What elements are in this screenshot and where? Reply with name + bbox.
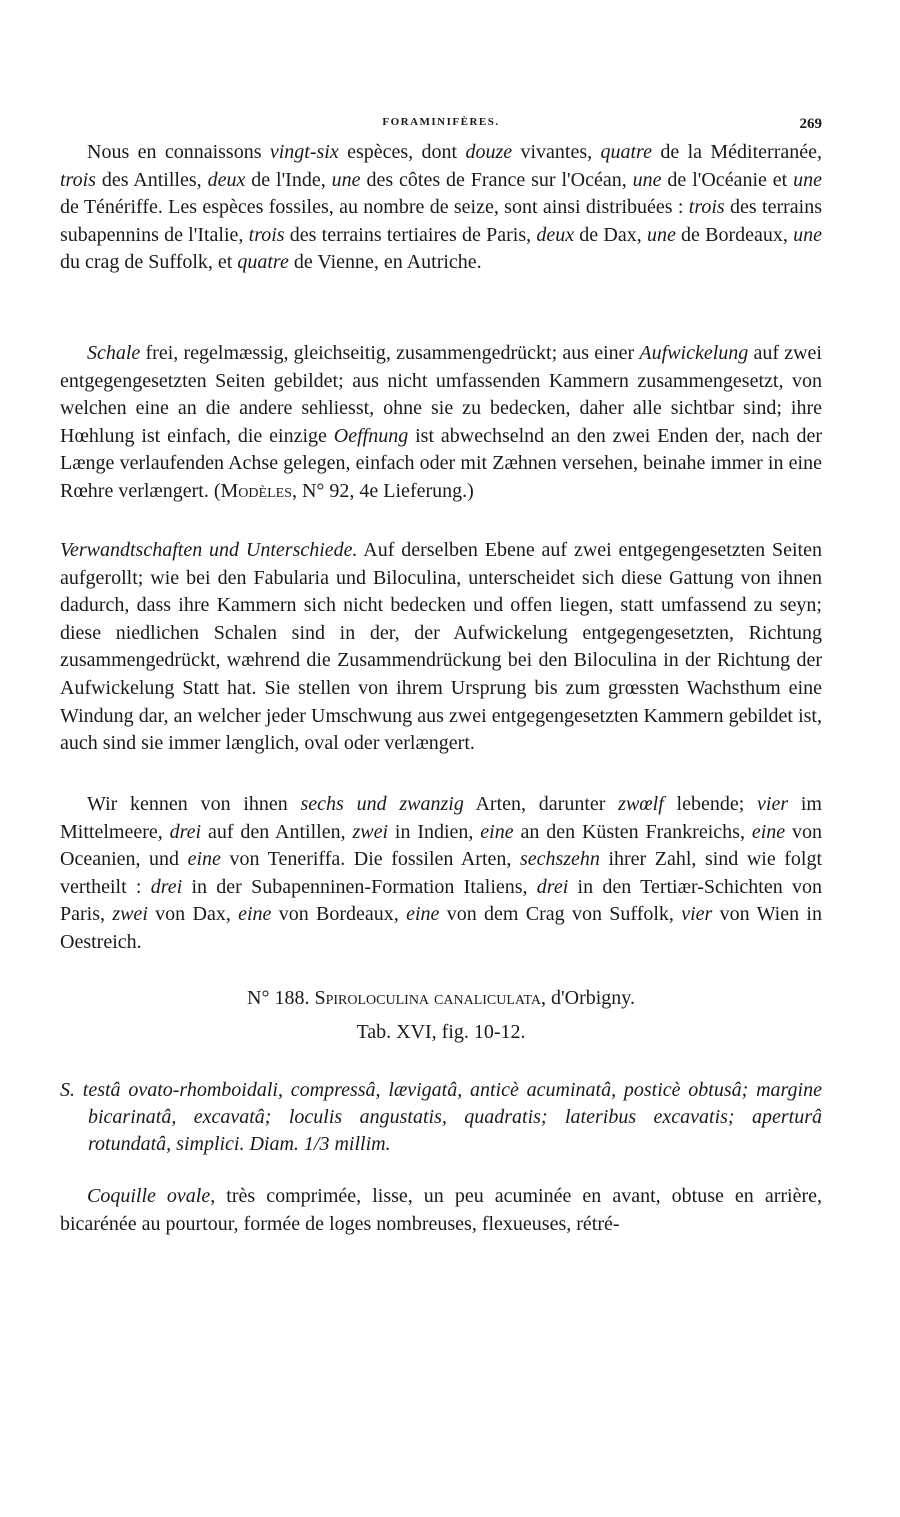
text-run: im Mittelmeere, xyxy=(60,793,822,843)
text-run: von dem Crag von Suffolk, xyxy=(439,903,682,926)
text-run: , N° 92, 4e Lieferung.) xyxy=(291,479,474,502)
plate-reference: Tab. XVI, fig. 10-12. xyxy=(356,1021,526,1043)
text-run: une xyxy=(793,168,823,191)
text-run: du crag de Suffolk, et xyxy=(60,251,238,274)
latin-diagnosis: S. testâ ovato-rhomboidali, compressâ, lævigatâ, anticè acuminatâ, posticè obtusâ; margine bicarinatâ, excavatâ; loculis angustatis, quadratis; lateribus excavatis; aperturâ rotundatâ, simplici. Diam. 1/3 millim. xyxy=(60,1079,822,1155)
text-run: ihrer Zahl, sind wie folgt vertheilt : xyxy=(60,848,823,898)
text-run: Verwandtschaften und Unterschiede. xyxy=(60,539,358,561)
text-run: auf den Antillen, xyxy=(201,820,353,843)
text-run: vier xyxy=(681,903,713,926)
text-run: de Ténériffe. Les espèces fossiles, au nombre de seize, sont ainsi distribuées : xyxy=(60,196,689,219)
text-run: an den Küsten Frankreichs, xyxy=(513,820,752,843)
text-run: de la Méditerranée, xyxy=(651,141,822,163)
text-run: von Dax, xyxy=(147,903,239,926)
text-run: Aufwickelung xyxy=(639,342,749,364)
text-run: eine xyxy=(480,820,514,843)
text-run: sechs und zwanzig xyxy=(300,793,464,815)
text-run: zwei xyxy=(352,820,389,843)
paragraph-french-shell-description xyxy=(60,1183,822,1238)
text-run: frei, regelmæssig, gleichseitig, zusammengedrückt; aus einer xyxy=(140,342,640,364)
text-run: de Dax, xyxy=(574,223,647,246)
text-run: une xyxy=(331,168,361,191)
text-run: une xyxy=(632,168,662,191)
paragraph-french-species-count xyxy=(60,139,822,277)
text-run: drei xyxy=(536,875,569,898)
text-run: von Wien in Oestreich. xyxy=(60,903,822,953)
text-run: , très comprimée, lisse, un peu acuminée en avant, obtuse en arrière, bicarénée au pourtour, formée de loges nombreuses, flexueuses, rétré- xyxy=(60,1185,823,1235)
text-run: de Vienne, en Autriche. xyxy=(288,251,482,274)
text-run: Modèles xyxy=(220,479,292,502)
text-run: in Indien, xyxy=(388,820,481,843)
text-run: des côtes de France sur l'Océan, xyxy=(360,168,633,191)
text-run: Auf derselben Ebene auf zwei entgegengesetzten Seiten aufgerollt; wie bei den Fabularia und Biloculina, unterscheidet sich diese Gattung von ihnen dadurch, dass ihre Kammern sich nicht bedecken und offen liegen, statt umfassend zu seyn; diese niedlichen Schalen sind in der, der Aufwickelung entgegengesetzten, Richtung zusammengedrückt, wæhrend die Zusammendrückung bei den Biloculina in der Richtung der Aufwickelung Statt hat. Sie stellen von ihrem Ursprung bis zum grœssten Wachsthum eine Windung dar, an welcher jeder Umschwung aus zwei entgegengesetzten Kammern gebildet ist, auch sind sie immer længlich, oval oder verlængert. xyxy=(60,539,822,755)
text-run: quatre xyxy=(600,141,652,163)
text-run: espèces, dont xyxy=(338,141,466,163)
text-run: Wir kennen von ihnen xyxy=(87,793,301,815)
text-run: de Bordeaux, xyxy=(675,223,794,246)
text-run: de l'Inde, xyxy=(245,168,332,191)
text-run: zwœlf xyxy=(618,793,664,815)
latin-diagnosis-block xyxy=(60,1077,822,1158)
text-run: trois xyxy=(688,196,725,219)
paragraph-german-description xyxy=(60,340,822,506)
text-run: quatre xyxy=(237,251,289,274)
text-run: eine xyxy=(238,903,272,926)
text-run: des terrains subapennins de l'Italie, xyxy=(60,196,822,246)
text-run: trois xyxy=(60,168,96,191)
species-heading xyxy=(60,984,822,1012)
running-head: FORAMINIFÈRES. xyxy=(382,116,500,128)
text-run: vivantes, xyxy=(512,141,601,163)
text-run: Coquille ovale xyxy=(87,1185,211,1207)
text-run: Nous en connaissons xyxy=(87,141,270,163)
text-run: de l'Océanie et xyxy=(661,168,794,191)
species-number: N° 188. xyxy=(247,987,310,1009)
text-run: auf zwei entgegengesetzten Seiten gebildet; aus nicht umfassenden Kammern zusammengesetzt, von welchen eine an die andere sehliesst, ohne sie zu bedecken, daher alle sichtbar sind; ihre Hœhlung ist einfach, die einzige xyxy=(60,342,822,447)
paragraph-german-species-count xyxy=(60,791,822,957)
text-run: in den Tertiær-Schichten von Paris, xyxy=(60,875,823,926)
text-run: une xyxy=(646,223,676,246)
text-run: von Bordeaux, xyxy=(271,903,407,926)
text-run: deux xyxy=(536,223,575,246)
text-run: douze xyxy=(465,141,513,163)
paragraph-german-relationships xyxy=(60,537,822,758)
page-number: 269 xyxy=(799,116,822,132)
text-run: une xyxy=(793,223,822,246)
text-run: deux xyxy=(207,168,246,191)
text-run: von Teneriffa. Die fossilen Arten, xyxy=(220,848,520,871)
text-run: Oeffnung xyxy=(333,424,409,447)
text-run: vier xyxy=(757,793,789,815)
text-run: zwei xyxy=(112,903,148,926)
text-run: des Antilles, xyxy=(95,168,208,191)
text-run: sechszehn xyxy=(519,848,600,871)
text-run: drei xyxy=(150,875,183,898)
text-run: von Oceanien, und xyxy=(60,820,822,871)
text-run: Schale xyxy=(87,342,141,364)
text-run: in der Subapenninen-Formation Italiens, xyxy=(182,875,537,898)
text-run: eine xyxy=(751,820,786,843)
page-header xyxy=(60,116,822,136)
text-run: des terrains tertiaires de Paris, xyxy=(284,223,537,246)
text-run: trois xyxy=(248,223,285,246)
text-run: eine xyxy=(406,903,440,926)
text-run: lebende; xyxy=(663,793,758,815)
text-run: eine xyxy=(187,848,221,871)
species-author: , d'Orbigny. xyxy=(541,987,635,1009)
text-run: ist abwechselnd an den zwei Enden der, nach der Længe verlaufenden Achse gelegen, einfach oder mit Zæhnen versehen, beinahe immer in eine Rœhre verlængert. ( xyxy=(60,424,822,502)
text-run: drei xyxy=(169,820,202,843)
species-name: Spiroloculina canaliculata xyxy=(314,987,542,1009)
text-run: vingt-six xyxy=(269,141,339,163)
text-run: Arten, darunter xyxy=(463,793,619,815)
